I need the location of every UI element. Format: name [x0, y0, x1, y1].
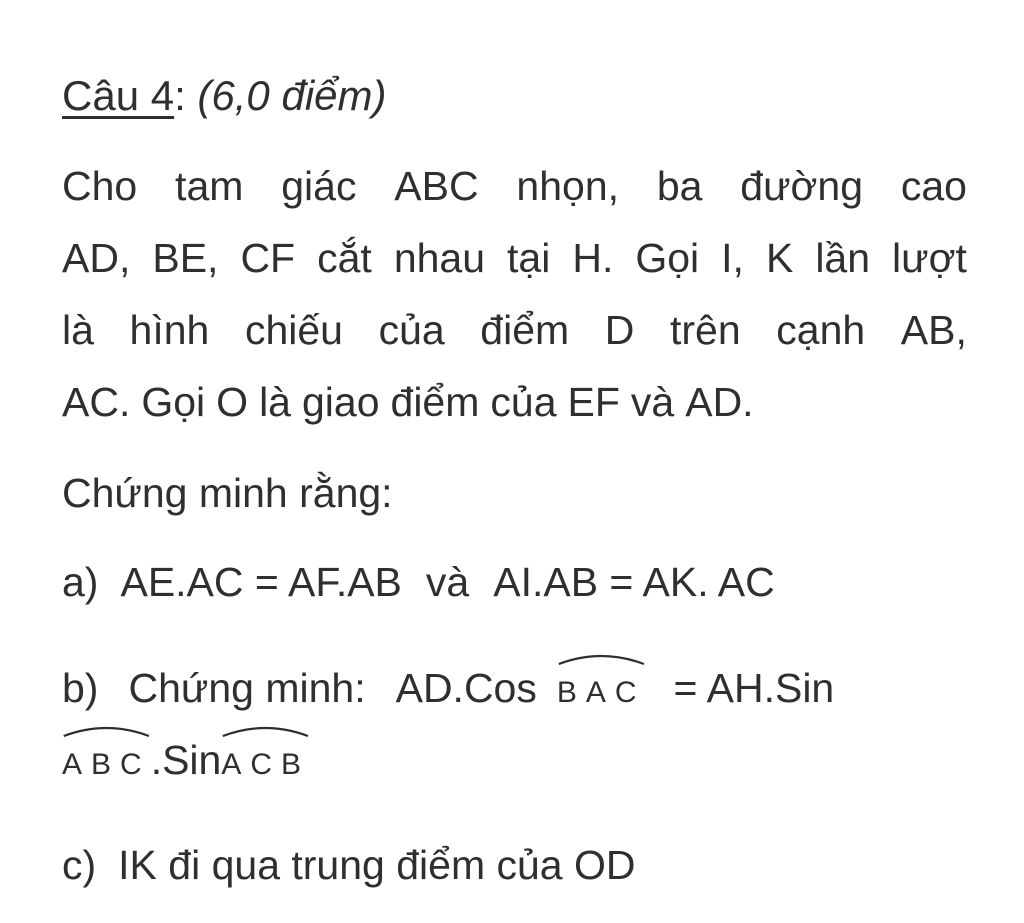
word: H.	[572, 235, 614, 281]
angle-arc-icon	[62, 723, 151, 737]
part-b-continued	[62, 730, 310, 795]
word: AD,	[62, 235, 131, 281]
angle-arc-icon	[221, 723, 310, 737]
word: K	[765, 235, 794, 281]
word: của	[378, 307, 445, 353]
part-a-marker: a)	[62, 559, 99, 605]
exercise-page	[62, 0, 967, 923]
problem-line	[62, 150, 967, 222]
word: hình	[129, 307, 210, 353]
word: của	[490, 379, 557, 425]
angle-acb-label: ACB	[221, 748, 311, 781]
angle-bac	[557, 663, 646, 723]
word: O	[216, 379, 249, 425]
word: I,	[721, 235, 744, 281]
word: nhọn,	[516, 163, 620, 209]
problem-line	[62, 366, 967, 438]
part-b	[62, 658, 967, 723]
word: chiếu	[244, 307, 343, 353]
word: điểm	[480, 307, 570, 353]
word: lần	[815, 235, 871, 281]
word: CF	[240, 235, 296, 281]
word: Gọi	[141, 379, 206, 425]
word: và	[630, 379, 675, 425]
problem-line	[62, 294, 967, 366]
word: ABC	[394, 163, 479, 209]
word: đường	[740, 163, 864, 209]
word: trên	[670, 307, 741, 353]
question-heading	[62, 68, 386, 124]
part-a	[62, 552, 775, 612]
problem-statement	[62, 150, 967, 438]
part-b-mid: .Sin	[150, 737, 222, 783]
question-points: (6,0 điểm)	[197, 72, 387, 119]
word: AD.	[685, 379, 754, 425]
problem-line	[62, 222, 967, 294]
part-b-rhs: = AH.Sin	[673, 665, 835, 711]
part-c	[62, 835, 635, 895]
word: AB,	[900, 307, 967, 353]
word: cắt	[317, 235, 372, 281]
word: cao	[900, 163, 967, 209]
question-label: Câu 4	[62, 72, 175, 119]
part-a-joiner: và	[425, 559, 470, 605]
word: Cho	[62, 163, 138, 209]
part-c-marker: c)	[62, 842, 97, 888]
word: EF	[567, 379, 620, 425]
word: Gọi	[635, 235, 700, 281]
word: điểm	[390, 379, 480, 425]
word: giác	[281, 163, 357, 209]
word: D	[604, 307, 635, 353]
angle-acb	[221, 735, 310, 795]
word: cạnh	[776, 307, 866, 353]
word: là	[62, 307, 94, 353]
angle-abc-label: ABC	[62, 748, 151, 781]
word: BE,	[152, 235, 219, 281]
prove-intro: Chứng minh rằng:	[62, 470, 393, 516]
part-b-lhs: AD.Cos	[395, 665, 537, 711]
heading-colon: :	[174, 72, 186, 119]
part-b-marker: b)	[62, 665, 99, 711]
angle-abc	[62, 735, 151, 795]
word: tam	[175, 163, 244, 209]
part-a-equation-2: AI.AB = AK. AC	[493, 559, 775, 605]
word: giao	[302, 379, 380, 425]
angle-arc-icon	[557, 651, 646, 665]
part-c-text: IK đi qua trung điểm của OD	[118, 842, 636, 888]
part-a-equation-1: AE.AC = AF.AB	[120, 559, 402, 605]
word: lượt	[892, 235, 967, 281]
part-b-lead: Chứng minh:	[128, 665, 366, 711]
word: là	[259, 379, 291, 425]
word: ba	[656, 163, 703, 209]
angle-bac-label: BAC	[556, 676, 646, 709]
word: AC.	[62, 379, 131, 425]
word: nhau	[393, 235, 486, 281]
word: tại	[507, 235, 551, 281]
